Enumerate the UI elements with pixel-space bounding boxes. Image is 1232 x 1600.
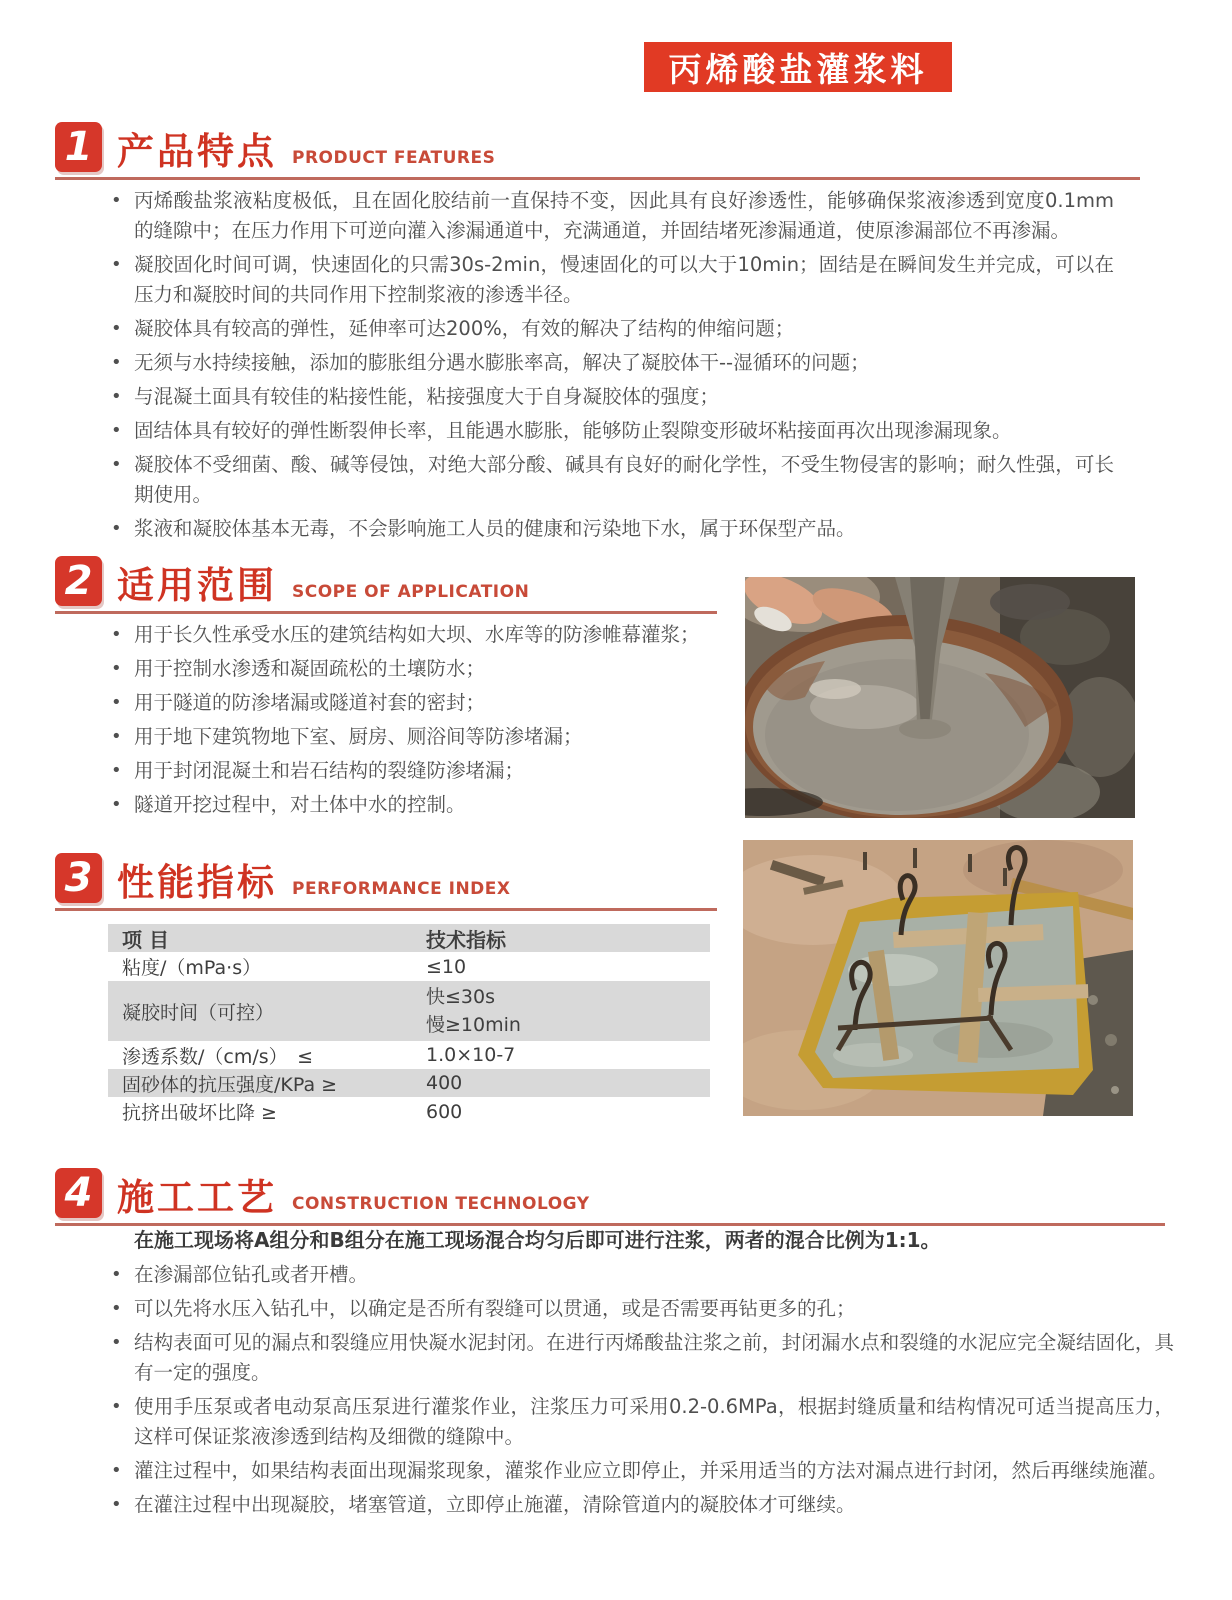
list-item: • 用于封闭混凝土和岩石结构的裂缝防渗堵漏； <box>98 756 740 786</box>
list-item: • 丙烯酸盐浆液粘度极低，且在固化胶结前一直保持不变，因此具有良好渗透性，能够确保浆液渗透到宽度0.1mm的缝隙中；在压力作用下可逆向灌入渗漏通道中，充满通道，并固结堵死渗漏通道，使原渗漏部位不再渗漏。 <box>98 186 1114 246</box>
table-row <box>108 1097 710 1126</box>
section-4-title: 施工工艺 <box>117 1176 277 1219</box>
list-item: • 用于控制水渗透和凝固疏松的土壤防水； <box>98 654 740 684</box>
section-3-subtitle: PERFORMANCE INDEX <box>292 879 511 899</box>
list-item: • 在灌注过程中出现凝胶，堵塞管道，立即停止施灌，清除管道内的凝胶体才可继续。 <box>98 1490 1174 1520</box>
section-1-header <box>55 122 1140 180</box>
list-item: • 凝胶体不受细菌、酸、碱等侵蚀，对绝大部分酸、碱具有良好的耐化学性，不受生物侵害的影响；耐久性强，可长期使用。 <box>98 450 1114 510</box>
list-item: • 可以先将水压入钻孔中，以确定是否所有裂缝可以贯通，或是否需要再钻更多的孔； <box>98 1294 1174 1324</box>
list-item: • 用于地下建筑物地下室、厨房、厕浴间等防渗堵漏； <box>98 722 740 752</box>
row-label: 固砂体的抗压强度/KPa ≥ <box>122 1073 338 1096</box>
list-item: • 凝胶固化时间可调，快速固化的只需30s-2min，慢速固化的可以大于10min；固结是在瞬间发生并完成，可以在压力和凝胶时间的共同作用下控制浆液的渗透半径。 <box>98 250 1114 310</box>
list-item: • 固结体具有较好的弹性断裂伸长率，且能遇水膨胀，能够防止裂隙变形破坏粘接面再次出现渗漏现象。 <box>98 416 1114 446</box>
table-row <box>108 1069 710 1097</box>
column-header-item: 项 目 <box>122 927 169 952</box>
section-2-title: 适用范围 <box>117 564 277 607</box>
list-item: • 无须与水持续接触，添加的膨胀组分遇水膨胀率高，解决了凝胶体干--湿循环的问题； <box>98 348 1114 378</box>
grout-mixing-photo <box>745 577 1135 818</box>
construction-steps-list <box>98 1260 1174 1524</box>
table-row <box>108 981 710 1041</box>
formwork-grouting-photo <box>743 840 1133 1116</box>
section-2-number-badge: 2 <box>55 556 102 606</box>
section-1-subtitle: PRODUCT FEATURES <box>292 148 496 168</box>
product-features-list <box>98 186 1114 548</box>
list-item: • 在渗漏部位钻孔或者开槽。 <box>98 1260 1174 1290</box>
column-header-spec: 技术指标 <box>426 927 506 952</box>
list-item: • 凝胶体具有较高的弹性，延伸率可达200%，有效的解决了结构的伸缩问题； <box>98 314 1114 344</box>
row-value: 600 <box>426 1100 463 1123</box>
list-item: • 用于隧道的防渗堵漏或隧道衬套的密封； <box>98 688 740 718</box>
list-item: • 灌注过程中，如果结构表面出现漏浆现象，灌浆作业应立即停止，并采用适当的方法对漏点进行封闭，然后再继续施灌。 <box>98 1456 1174 1486</box>
row-label: 粘度/（mPa·s） <box>122 957 262 979</box>
row-value: 400 <box>426 1072 463 1094</box>
list-item: • 用于长久性承受水压的建筑结构如大坝、水库等的防渗帷幕灌浆； <box>98 620 740 650</box>
product-title-banner: 丙烯酸盐灌浆料 <box>644 42 952 92</box>
table-row <box>108 952 710 981</box>
section-4-number-badge: 4 <box>55 1168 102 1218</box>
section-3-number-badge: 3 <box>55 853 102 903</box>
row-value: ≤10 <box>426 955 467 978</box>
list-item: • 使用手压泵或者电动泵高压泵进行灌浆作业，注浆压力可采用0.2-0.6MPa，根据封缝质量和结构情况可适当提高压力，这样可保证浆液渗透到结构及细微的缝隙中。 <box>98 1392 1174 1452</box>
row-label: 抗挤出破坏比降 ≥ <box>122 1102 277 1124</box>
section-1-title: 产品特点 <box>117 130 277 173</box>
construction-intro: 在施工现场将A组分和B组分在施工现场混合均匀后即可进行注浆，两者的混合比例为1:1。 <box>134 1228 941 1252</box>
section-2-header <box>55 556 717 614</box>
performance-index-table <box>108 924 710 1126</box>
list-item: • 结构表面可见的漏点和裂缝应用快凝水泥封闭。在进行丙烯酸盐注浆之前，封闭漏水点和裂缝的水泥应完全凝结固化，具有一定的强度。 <box>98 1328 1174 1388</box>
list-item: • 浆液和凝胶体基本无毒，不会影响施工人员的健康和污染地下水，属于环保型产品。 <box>98 514 1114 544</box>
list-item: • 与混凝土面具有较佳的粘接性能，粘接强度大于自身凝胶体的强度； <box>98 382 1114 412</box>
section-3-header <box>55 853 717 911</box>
section-4-header <box>55 1168 1165 1226</box>
section-3-title: 性能指标 <box>117 861 277 904</box>
section-1-number-badge: 1 <box>55 122 102 172</box>
section-4-subtitle: CONSTRUCTION TECHNOLOGY <box>292 1194 590 1214</box>
row-value-slow: 慢≥10min <box>426 1014 521 1036</box>
row-label: 凝胶时间（可控） <box>122 1001 275 1024</box>
list-item: • 隧道开挖过程中，对土体中水的控制。 <box>98 790 740 820</box>
table-row <box>108 1041 710 1069</box>
row-value: 1.0×10-7 <box>426 1044 516 1066</box>
scope-of-application-list <box>98 620 740 824</box>
section-2-subtitle: SCOPE OF APPLICATION <box>292 582 530 602</box>
row-label: 渗透系数/（cm/s） ≤ <box>122 1045 314 1068</box>
row-value-fast: 快≤30s <box>426 986 495 1008</box>
table-header-row <box>108 924 710 952</box>
